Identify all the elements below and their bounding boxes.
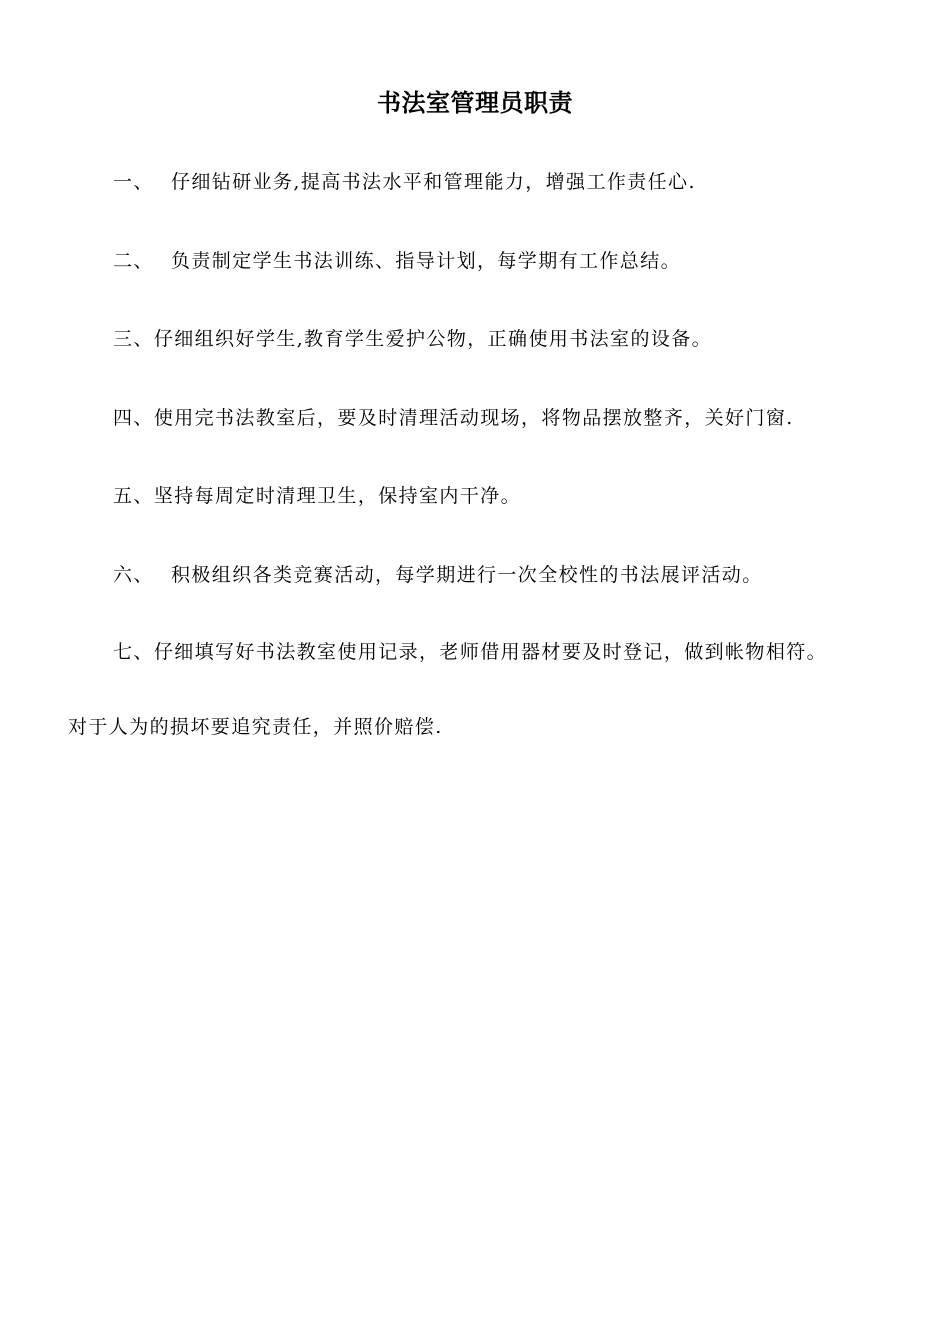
list-item xyxy=(113,560,763,590)
item-text: 仔细填写好书法教室使用记录，老师借用器材要及时登记，做到帐物相符。 xyxy=(153,641,828,663)
item-number: 五、 xyxy=(113,485,154,507)
list-item xyxy=(113,637,827,667)
item-text: 仔细钻研业务,提高书法水平和管理能力，增强工作责任心. xyxy=(171,171,696,193)
list-item xyxy=(113,167,696,197)
item-number: 二、 xyxy=(113,250,154,272)
item-number: 四、 xyxy=(113,407,154,429)
list-item xyxy=(113,246,681,276)
item-text: 负责制定学生书法训练、指导计划，每学期有工作总结。 xyxy=(171,250,682,272)
continuation-text: 对于人为的损坏要追究责任，并照价赔偿. xyxy=(68,716,443,738)
list-item xyxy=(113,324,712,354)
item-text: 仔细组织好学生,教育学生爱护公物，正确使用书法室的设备。 xyxy=(153,328,713,350)
item-text: 坚持每周定时清理卫生，保持室内干净。 xyxy=(153,485,522,507)
list-item xyxy=(113,481,521,511)
item-number: 六、 xyxy=(113,564,154,586)
list-item xyxy=(113,403,794,433)
item-number: 三、 xyxy=(113,328,154,350)
item-text: 积极组织各类竞赛活动，每学期进行一次全校性的书法展评活动。 xyxy=(171,564,763,586)
item-text: 使用完书法教室后，要及时清理活动现场，将物品摆放整齐，关好门窗. xyxy=(153,407,794,429)
item-number: 一、 xyxy=(113,171,154,193)
page-title: 书法室管理员职责 xyxy=(377,88,573,117)
item-number: 七、 xyxy=(113,641,154,663)
